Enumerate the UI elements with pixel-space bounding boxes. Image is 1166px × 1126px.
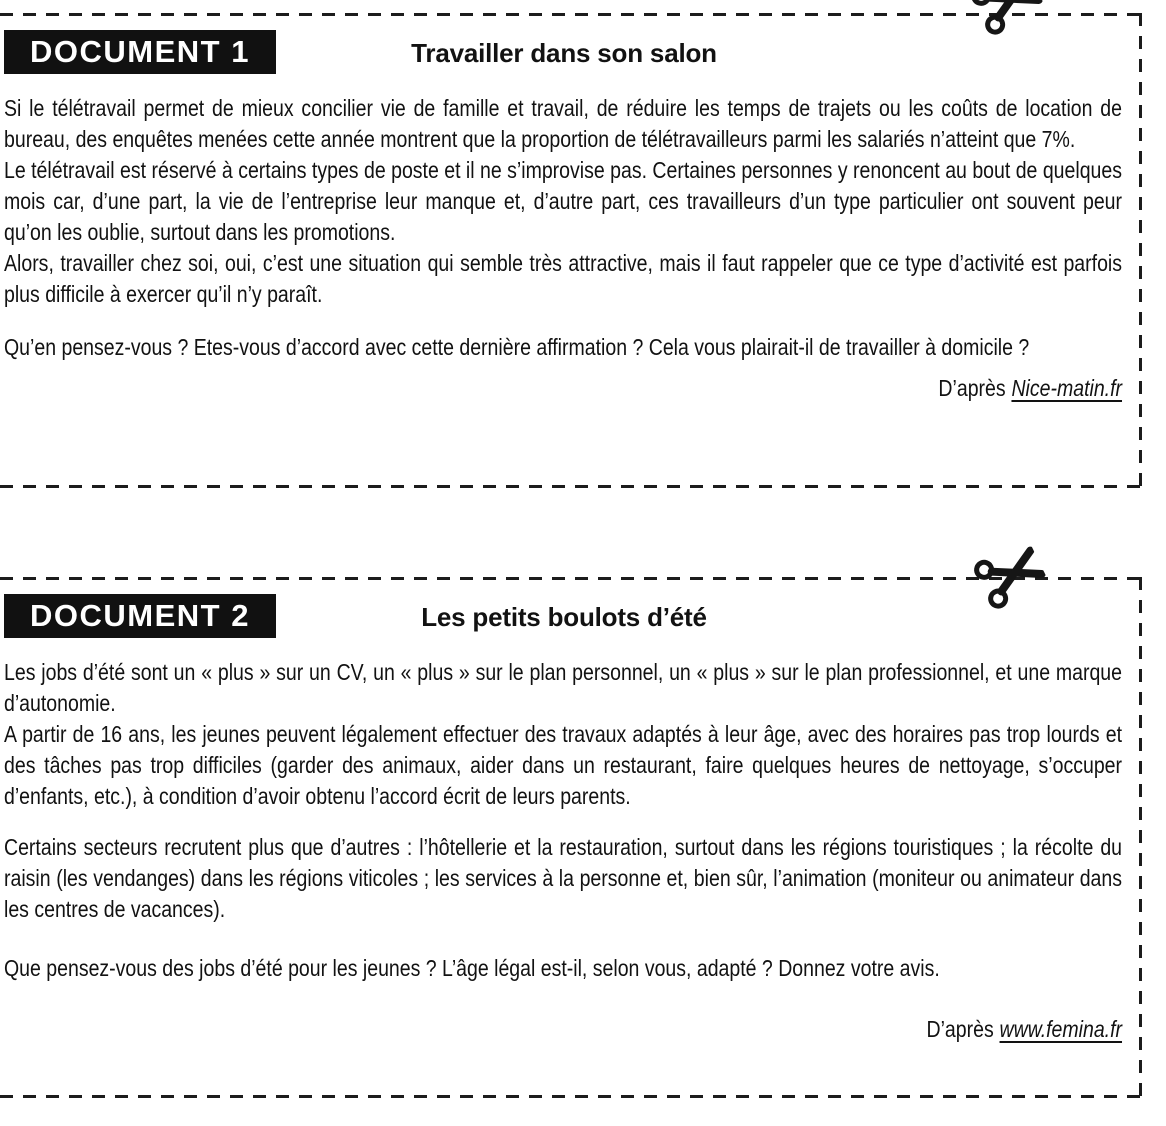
paragraph: Le télétravail est réservé à certains types de poste et il ne s’improvise pas. Certaines personnes y renoncent au bout de quelques mois car, d’une part, la vie de l’entreprise leur manque et, d’autre part, ces travailleurs d’un type particulier ont souvent peur qu’on les oublie, surtout dans les promotions.	[4, 157, 1123, 245]
document-1-body	[4, 93, 1122, 404]
attribution-source: www.femina.fr	[999, 1016, 1123, 1042]
question-paragraph: Qu’en pensez-vous ? Etes-vous d’accord avec cette dernière affirmation ? Cela vous plairait-il de travailler à domicile ?	[4, 334, 1030, 360]
attribution	[4, 373, 1122, 404]
cut-line-bottom	[0, 485, 1142, 488]
cut-line-bottom	[0, 1095, 1142, 1098]
attribution-prefix: D’après	[926, 1016, 994, 1042]
paragraph: Certains secteurs recrutent plus que d’autres : l’hôtellerie et la restauration, surtout dans les régions touristiques ; la récolte du raisin (les vendanges) dans les régions viticoles ; les services à la personne et, bien sûr, l’animation (moniteur ou animateur dans les centres de vacances).	[4, 834, 1123, 922]
document-2-body	[4, 657, 1122, 1045]
cut-line-right	[1139, 13, 1142, 488]
attribution-source: Nice-matin.fr	[1011, 375, 1123, 401]
document-1-section	[0, 13, 1142, 488]
cut-line-top	[0, 13, 1142, 16]
cut-line-right	[1139, 577, 1142, 1098]
paragraph: A partir de 16 ans, les jeunes peuvent légalement effectuer des travaux adaptés à leur âge, avec des horaires pas trop lourds et des tâches pas trop difficiles (garder des animaux, aider dans un restaurant, faire quelques heures de nettoyage, s’occuper d’enfants, etc.), à condition d’avoir obtenu l’accord écrit de leurs parents.	[4, 721, 1123, 809]
document-1-header	[4, 30, 1124, 76]
attribution-prefix: D’après	[938, 375, 1006, 401]
question-paragraph: Que pensez-vous des jobs d’été pour les jeunes ? L’âge légal est-il, selon vous, adapté ? Donnez votre avis.	[4, 955, 940, 981]
document-1-label: DOCUMENT 1	[4, 30, 276, 74]
document-2-label: DOCUMENT 2	[4, 594, 276, 638]
document-2-title: Les petits boulots d’été	[421, 602, 707, 632]
document-2-section	[0, 577, 1142, 1098]
document-1-title: Travailler dans son salon	[411, 38, 717, 68]
paragraph: Si le télétravail permet de mieux concilier vie de famille et travail, de réduire les temps de trajets ou les coûts de location de bureau, des enquêtes menées cette année montrent que la proportion de télétravailleurs parmi les salariés n’atteint que 7%.	[4, 95, 1123, 152]
paragraph: Les jobs d’été sont un « plus » sur un CV, un « plus » sur le plan personnel, un « plus » sur le plan professionnel, et une marque d’autonomie.	[4, 659, 1123, 716]
document-2-header	[4, 594, 1124, 640]
cut-line-top	[0, 577, 1142, 580]
attribution	[4, 1014, 1122, 1045]
paragraph: Alors, travailler chez soi, oui, c’est une situation qui semble très attractive, mais il faut rappeler que ce type d’activité est parfois plus difficile à exercer qu’il n’y paraît.	[4, 250, 1123, 307]
